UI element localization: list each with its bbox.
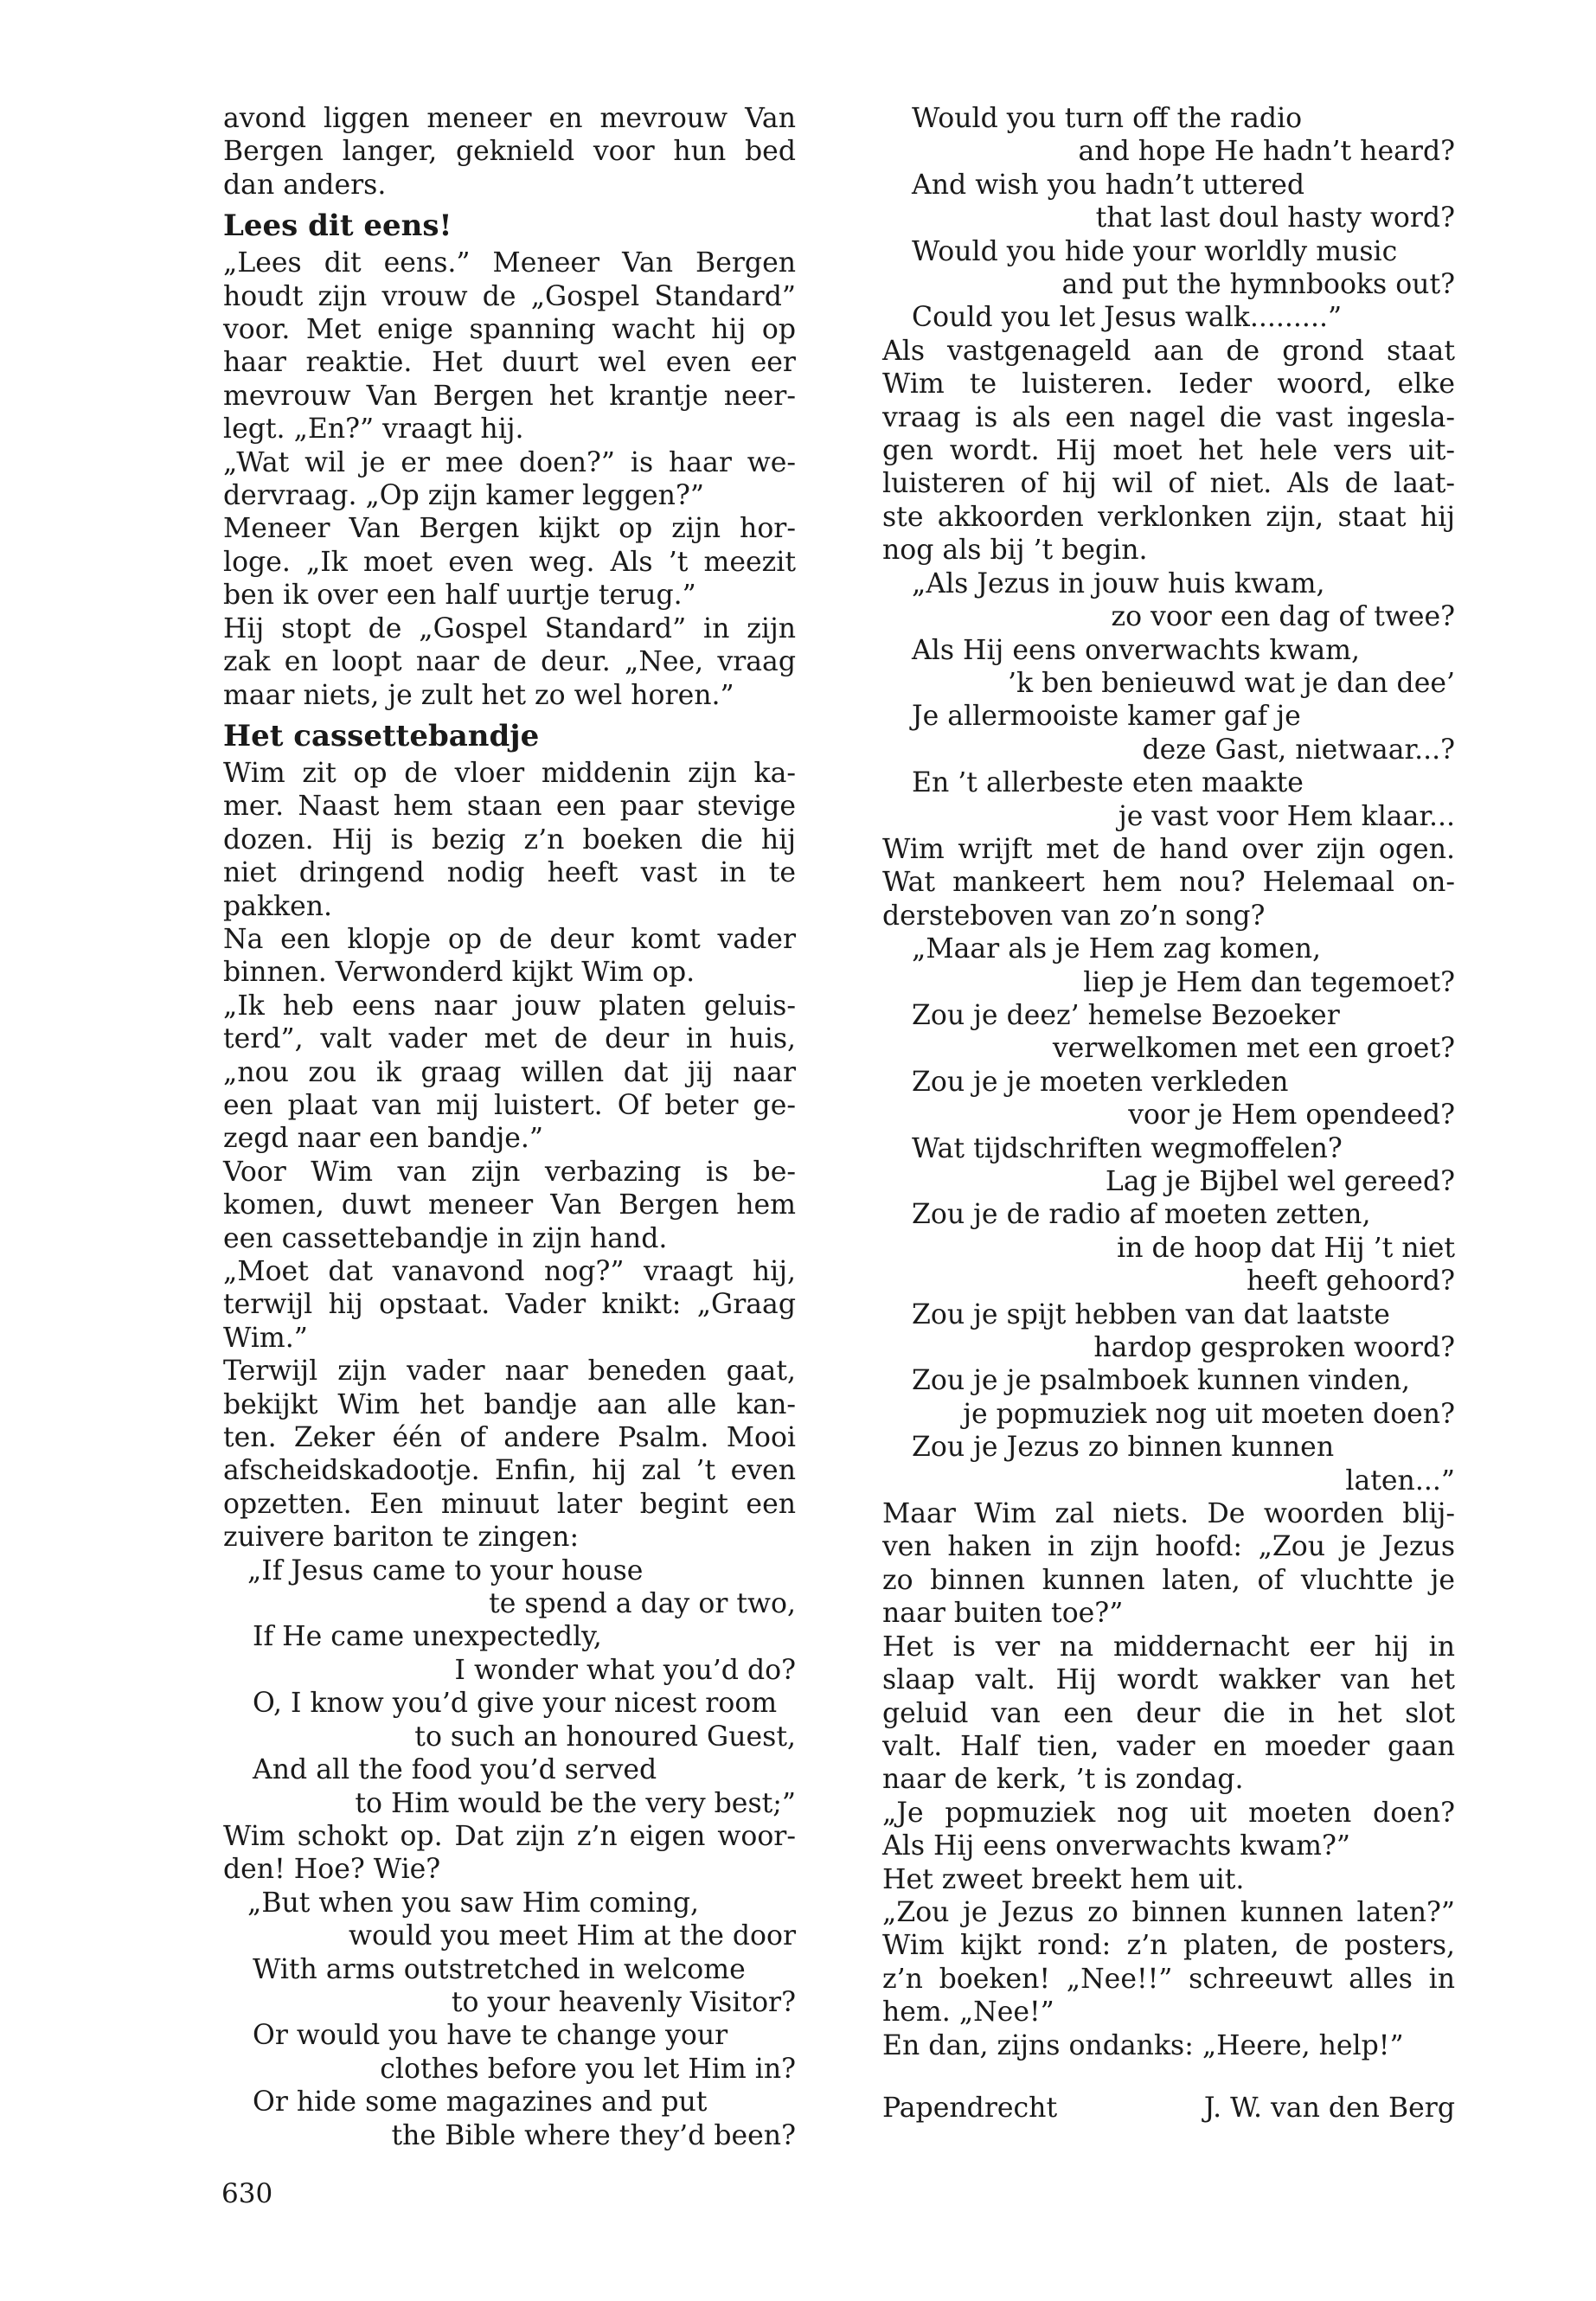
text-line: Als Hij eens onverwachts kwam?” bbox=[882, 1830, 1351, 1862]
verse-line: te spend a day or two, bbox=[489, 1588, 796, 1620]
text-line: Meneer Van Bergen kijkt op zijn hor- bbox=[223, 513, 796, 545]
text-line: afscheidskadootje. Enfin, hij zal ’t even bbox=[223, 1455, 796, 1487]
text-line: bekijkt Wim het bandje aan alle kan- bbox=[223, 1388, 796, 1420]
text-line: dersteboven van zo’n song? bbox=[882, 900, 1266, 932]
text-line: „Lees dit eens.” Meneer Van Bergen bbox=[223, 247, 796, 279]
text-line: ben ik over een half uurtje terug.” bbox=[223, 580, 696, 612]
verse-line: And all the food you’d served bbox=[253, 1754, 657, 1786]
verse-line: Zou je je psalmboek kunnen vinden, bbox=[912, 1365, 1411, 1397]
text-line: loge. „Ik moet even weg. Als ’t meezit bbox=[223, 546, 796, 578]
verse-line: Zou je spijt hebben van dat laatste bbox=[912, 1298, 1390, 1330]
section-heading-cassettebandje: Het cassettebandje bbox=[223, 718, 540, 753]
text-line: valt. Half tien, vader en moeder gaan bbox=[882, 1730, 1455, 1762]
text-line: haar reaktie. Het duurt wel even eer bbox=[223, 347, 796, 379]
text-line: zak en loopt naar de deur. „Nee, vraag bbox=[223, 646, 796, 678]
verse-line: Je allermooiste kamer gaf je bbox=[912, 701, 1301, 733]
verse-line: and hope He hadn’t heard? bbox=[1078, 136, 1455, 168]
verse-line: to your heavenly Visitor? bbox=[451, 1986, 796, 2018]
text-line: nog als bij ’t begin. bbox=[882, 535, 1148, 567]
text-line: gen wordt. Hij moet het hele vers uit- bbox=[882, 435, 1455, 467]
paragraph-vastgenageld bbox=[882, 335, 1455, 567]
verse-line: And wish you hadn’t uttered bbox=[912, 169, 1305, 201]
author-name: J. W. van den Berg bbox=[1203, 2092, 1455, 2124]
text-line: Wim schokt op. Dat zijn z’n eigen woor- bbox=[223, 1820, 796, 1852]
paragraph-opening bbox=[223, 102, 796, 202]
text-line: geluid van een deur die in het slot bbox=[882, 1697, 1455, 1729]
text-line: „Ik heb eens naar jouw platen geluis- bbox=[223, 990, 796, 1022]
place-name: Papendrecht bbox=[882, 2092, 1058, 2124]
paragraph-wim-schokt bbox=[223, 1820, 796, 1887]
verse-if-jesus-came bbox=[223, 1554, 796, 1820]
verse-line: Lag je Bijbel wel gereed? bbox=[1105, 1166, 1455, 1197]
text-line: zo binnen kunnen laten, of vluchtte je bbox=[882, 1564, 1455, 1596]
verse-but-when bbox=[223, 1887, 796, 2152]
text-line: Het zweet breekt hem uit. bbox=[882, 1863, 1245, 1895]
verse-line: „Maar als je Hem zag komen, bbox=[912, 933, 1322, 965]
verse-line: voor je Hem opendeed? bbox=[1128, 1099, 1455, 1131]
text-line: maar niets, je zult het zo wel horen.” bbox=[223, 679, 734, 711]
text-line: opzetten. Een minuut later begint een bbox=[223, 1488, 796, 1520]
text-line: mevrouw Van Bergen het krantje neer- bbox=[223, 380, 796, 412]
text-line: Wim.” bbox=[223, 1322, 308, 1354]
text-line: Wat mankeert hem nou? Helemaal on- bbox=[882, 867, 1455, 899]
text-line: Wim wrijft met de hand over zijn ogen. bbox=[882, 833, 1455, 865]
right-column bbox=[882, 102, 1455, 2125]
verse-line: En ’t allerbeste eten maakte bbox=[912, 767, 1304, 799]
text-line: legt. „En?” vraagt hij. bbox=[223, 413, 524, 445]
text-line: naar buiten toe?” bbox=[882, 1598, 1124, 1630]
verse-line: Zou je Jezus zo binnen kunnen bbox=[912, 1432, 1335, 1464]
text-line: ven haken in zijn hoofd: „Zou je Jezus bbox=[882, 1531, 1455, 1563]
text-line: pakken. bbox=[223, 890, 333, 922]
verse-line: With arms outstretched in welcome bbox=[253, 1953, 746, 1985]
verse-line: „But when you saw Him coming, bbox=[247, 1887, 700, 1919]
text-line: mer. Naast hem staan een paar stevige bbox=[223, 791, 796, 823]
verse-line: and put the hymnbooks out? bbox=[1061, 269, 1455, 301]
verse-line: „Als Jezus in jouw huis kwam, bbox=[912, 567, 1325, 599]
paragraph-gospel-standard bbox=[223, 247, 796, 712]
text-line: naar de kerk, ’t is zondag. bbox=[882, 1764, 1244, 1796]
verse-line: Could you let Jesus walk.........” bbox=[912, 302, 1343, 334]
section-heading-lees-dit-eens: Lees dit eens! bbox=[223, 208, 452, 244]
left-column bbox=[223, 102, 796, 2152]
text-line: En dan, zijns ondanks: „Heere, help!” bbox=[882, 2029, 1404, 2061]
verse-line: to such an honoured Guest, bbox=[414, 1721, 796, 1753]
verse-line: Would you hide your worldly music bbox=[912, 235, 1398, 267]
verse-line: clothes before you let Him in? bbox=[380, 2053, 796, 2085]
text-line: houdt zijn vrouw de „Gospel Standard” bbox=[223, 280, 796, 312]
text-line: Maar Wim zal niets. De woorden blij- bbox=[882, 1498, 1455, 1530]
verse-maar-als bbox=[882, 933, 1455, 1497]
paragraph-ending bbox=[882, 1497, 1455, 2062]
verse-line: Wat tijdschriften wegmoffelen? bbox=[912, 1132, 1343, 1164]
verse-line: Would you turn off the radio bbox=[912, 103, 1303, 134]
verse-line: deze Gast, nietwaar...? bbox=[1142, 734, 1455, 766]
verse-line: O, I know you’d give your nicest room bbox=[253, 1688, 778, 1720]
text-line: slaap valt. Hij wordt wakker van het bbox=[882, 1664, 1455, 1696]
verse-line: that last doul hasty word? bbox=[1095, 202, 1455, 234]
text-line: terd”, valt vader met de deur in huis, bbox=[223, 1023, 796, 1055]
verse-line: I wonder what you’d do? bbox=[454, 1654, 796, 1686]
text-line: Als vastgenageld aan de grond staat bbox=[882, 335, 1455, 367]
text-line: avond liggen meneer en mevrouw Van bbox=[223, 103, 796, 134]
text-line: luisteren of hij wil of niet. Als de laat- bbox=[882, 468, 1455, 500]
verse-line: laten...” bbox=[1345, 1465, 1455, 1497]
text-line: zuivere bariton te zingen: bbox=[223, 1522, 580, 1554]
verse-line: Or hide some magazines and put bbox=[253, 2086, 708, 2118]
text-line: vraag is als een nagel die vast ingesla- bbox=[882, 401, 1455, 433]
text-line: voor. Met enige spanning wacht hij op bbox=[223, 314, 796, 346]
verse-line: Als Hij eens onverwachts kwam, bbox=[912, 634, 1361, 666]
text-line: Hij stopt de „Gospel Standard” in zijn bbox=[223, 612, 796, 644]
verse-line: je vast voor Hem klaar... bbox=[1118, 800, 1455, 832]
text-line: hem. „Nee!” bbox=[882, 1997, 1054, 2029]
paragraph-cassettebandje bbox=[223, 757, 796, 1554]
verse-line: Or would you have te change your bbox=[253, 2020, 728, 2052]
text-line: Wim kijkt rond: z’n platen, de posters, bbox=[882, 1930, 1455, 1962]
text-line: „Zou je Jezus zo binnen kunnen laten?” bbox=[882, 1896, 1455, 1928]
text-line: dervraag. „Op zijn kamer leggen?” bbox=[223, 480, 704, 512]
verse-line: zo voor een dag of twee? bbox=[1111, 601, 1455, 633]
text-line: komen, duwt meneer Van Bergen hem bbox=[223, 1189, 796, 1221]
verse-line: verwelkomen met een groet? bbox=[1052, 1033, 1455, 1065]
text-line: „Moet dat vanavond nog?” vraagt hij, bbox=[223, 1256, 796, 1287]
verse-line: in de hoop dat Hij ’t niet bbox=[1117, 1232, 1455, 1264]
text-line: Wim zit op de vloer middenin zijn ka- bbox=[223, 757, 796, 789]
text-line: Het is ver na middernacht eer hij in bbox=[882, 1631, 1455, 1663]
verse-line: liep je Hem dan tegemoet? bbox=[1083, 966, 1455, 998]
verse-line: Zou je de radio af moeten zetten, bbox=[912, 1199, 1371, 1231]
text-line: terwijl hij opstaat. Vader knikt: „Graag bbox=[223, 1289, 796, 1321]
verse-line: „If Jesus came to your house bbox=[247, 1554, 644, 1586]
text-line: ten. Zeker één of andere Psalm. Mooi bbox=[223, 1422, 796, 1454]
verse-line: would you meet Him at the door bbox=[349, 1920, 796, 1952]
text-line: binnen. Verwonderd kijkt Wim op. bbox=[223, 957, 695, 989]
verse-line: je popmuziek nog uit moeten doen? bbox=[963, 1398, 1455, 1430]
signature-line bbox=[882, 2092, 1455, 2125]
text-line: Na een klopje op de deur komt vader bbox=[223, 923, 796, 955]
verse-line: the Bible where they’d been? bbox=[391, 2119, 796, 2151]
text-line: Wim te luisteren. Ieder woord, elke bbox=[882, 369, 1455, 401]
text-line: Voor Wim van zijn verbazing is be- bbox=[223, 1156, 796, 1188]
paragraph-wim-wrijft bbox=[882, 833, 1455, 933]
text-line: niet dringend nodig heeft vast in te bbox=[223, 857, 796, 889]
verse-line: Zou je deez’ hemelse Bezoeker bbox=[912, 999, 1340, 1031]
verse-line: hardop gesproken woord? bbox=[1093, 1332, 1455, 1364]
text-line: dan anders. bbox=[223, 169, 387, 201]
text-line: Terwijl zijn vader naar beneden gaat, bbox=[223, 1356, 796, 1388]
verse-line: heeft gehoord? bbox=[1246, 1266, 1455, 1298]
text-line: een cassettebandje in zijn hand. bbox=[223, 1222, 668, 1254]
text-line: „Je popmuziek nog uit moeten doen? bbox=[882, 1797, 1455, 1829]
verse-line: to Him would be the very best;” bbox=[355, 1787, 796, 1819]
verse-als-jezus bbox=[882, 567, 1455, 833]
verse-line: ’k ben benieuwd wat je dan dee’ bbox=[1008, 667, 1455, 699]
text-line: „Wat wil je er mee doen?” is haar we- bbox=[223, 446, 796, 478]
text-line: zegd naar een bandje.” bbox=[223, 1123, 544, 1155]
text-line: „nou zou ik graag willen dat jij naar bbox=[223, 1056, 796, 1088]
text-line: dozen. Hij is bezig z’n boeken die hij bbox=[223, 824, 796, 856]
text-line: z’n boeken! „Nee!!” schreeuwt alles in bbox=[882, 1963, 1455, 1995]
page-number: 630 bbox=[221, 2178, 273, 2209]
verse-turn-off-radio bbox=[882, 102, 1455, 335]
text-line: een plaat van mij luistert. Of beter ge- bbox=[223, 1089, 796, 1121]
verse-line: If He came unexpectedly, bbox=[253, 1621, 602, 1653]
text-line: Bergen langer, geknield voor hun bed bbox=[223, 136, 796, 168]
text-line: den! Hoe? Wie? bbox=[223, 1854, 441, 1886]
verse-line: Zou je je moeten verkleden bbox=[912, 1066, 1289, 1098]
text-line: ste akkoorden verklonken zijn, staat hij bbox=[882, 501, 1455, 533]
